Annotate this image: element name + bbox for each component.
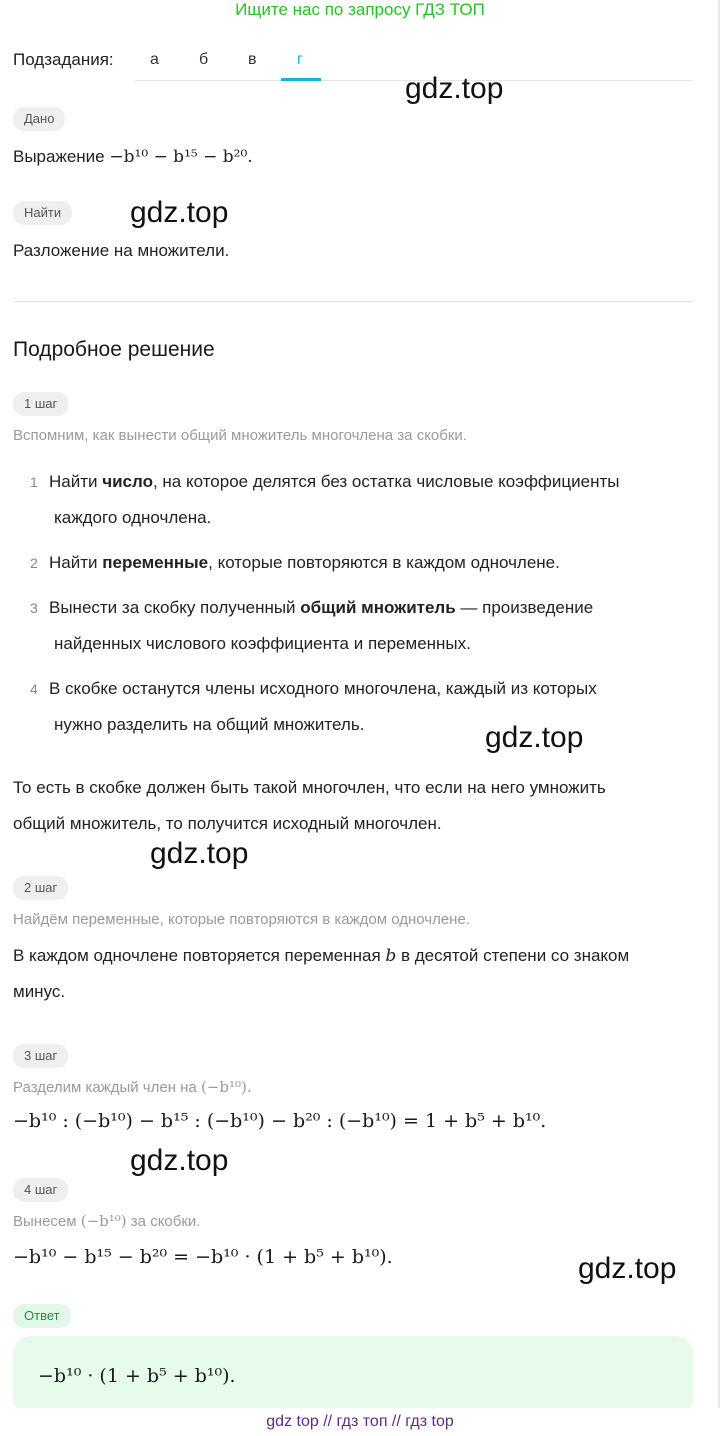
watermark: gdz.top <box>578 1252 677 1285</box>
step3-hint-formula: (−b¹⁰). <box>200 1078 252 1096</box>
watermark: gdz.top <box>130 1144 229 1177</box>
tab-v[interactable]: в <box>248 51 257 68</box>
step4-chip: 4 шаг <box>13 1178 68 1202</box>
list-item-text: Вынести за скобку полученный <box>49 598 301 617</box>
list-number: 1 <box>30 474 38 490</box>
section-divider <box>13 301 693 302</box>
list-number: 3 <box>30 600 38 616</box>
step3-hint <box>13 1078 252 1096</box>
step4-hint-text: Вынесем <box>13 1213 81 1230</box>
step1-chip: 1 шаг <box>13 392 68 416</box>
active-tab-indicator <box>281 78 321 81</box>
list-item-text: Найти <box>49 472 103 491</box>
step1-hint: Вспомним, как вынести общий множитель многочлена за скобки. <box>13 427 467 444</box>
solution-title-wrap <box>13 338 215 362</box>
find-chip: Найти <box>13 201 72 225</box>
list-item-3-line2: найденных числового коэффициента и переменных. <box>54 634 471 653</box>
list-item-1-line2: каждого одночлена. <box>54 508 212 527</box>
given-formula: −b¹⁰ − b¹⁵ − b²⁰. <box>109 147 253 167</box>
step3-chip: 3 шаг <box>13 1044 68 1068</box>
solution-title: Подробное решение <box>13 338 215 361</box>
step2-line2: минус. <box>13 982 66 1001</box>
find-text: Разложение на множители. <box>13 241 230 260</box>
subtasks-label: Подзадания: <box>13 50 114 69</box>
list-item-text: , которые повторяются в каждом одночлене. <box>208 553 560 572</box>
list-item-1 <box>49 464 709 500</box>
answer-chip: Ответ <box>13 1304 71 1328</box>
list-item-4: В скобке останутся члены исходного многочлена, каждый из которых <box>49 679 597 698</box>
list-item-2 <box>49 545 709 581</box>
step2-chip: 2 шаг <box>13 876 68 900</box>
tab-a[interactable]: а <box>150 51 159 68</box>
step1-conclusion-line1: То есть в скобке должен быть такой многочлен, что если на него умножить <box>13 778 606 797</box>
variable-b: b <box>385 946 397 966</box>
step2-line1 <box>13 938 713 974</box>
list-item-bold: переменные <box>102 553 209 572</box>
step3-formula: −b¹⁰ : (−b¹⁰) − b¹⁵ : (−b¹⁰) − b²⁰ : (−b¹⁰) = 1 + b⁵ + b¹⁰. <box>13 1110 547 1132</box>
list-item-text: , на которое делятся без остатка числовые коэффициенты <box>152 472 620 491</box>
search-banner: Ищите нас по запросу ГДЗ ТОП <box>235 0 485 19</box>
step2-text: В каждом одночлене повторяется переменная <box>13 946 386 965</box>
list-item-3 <box>49 590 709 626</box>
step2-hint: Найдём переменные, которые повторяются в каждом одночлене. <box>13 911 470 928</box>
given-prefix: Выражение <box>13 147 105 166</box>
step4-formula: −b¹⁰ − b¹⁵ − b²⁰ = −b¹⁰ · (1 + b⁵ + b¹⁰). <box>13 1246 393 1268</box>
footer-links[interactable]: gdz top // гдз топ // гдз top <box>0 1408 720 1436</box>
answer-formula: −b¹⁰ · (1 + b⁵ + b¹⁰). <box>38 1365 236 1387</box>
step1-conclusion-line2: общий множитель, то получится исходный многочлен. <box>13 814 442 833</box>
step4-hint <box>13 1212 200 1230</box>
watermark: gdz.top <box>150 837 249 870</box>
list-number: 4 <box>30 681 38 697</box>
watermark: gdz.top <box>130 196 229 229</box>
step4-hint-formula: (−b¹⁰) <box>80 1212 127 1230</box>
list-item-4-line2: нужно разделить на общий множитель. <box>54 715 365 734</box>
watermark: gdz.top <box>405 72 504 105</box>
given-chip: Дано <box>13 107 65 131</box>
tab-g[interactable]: г <box>297 51 303 68</box>
tab-b[interactable]: б <box>199 51 209 68</box>
given-text <box>13 139 253 175</box>
watermark: gdz.top <box>485 721 584 754</box>
step4-hint-text: за скобки. <box>126 1213 201 1230</box>
list-item-text: Найти <box>49 553 103 572</box>
list-number: 2 <box>30 555 38 571</box>
list-item-bold: число <box>102 472 153 491</box>
list-item-text: — произведение <box>455 598 594 617</box>
step2-text: в десятой степени со знаком <box>396 946 630 965</box>
step3-hint-text: Разделим каждый член на <box>13 1079 201 1096</box>
list-item-bold: общий множитель <box>300 598 456 617</box>
